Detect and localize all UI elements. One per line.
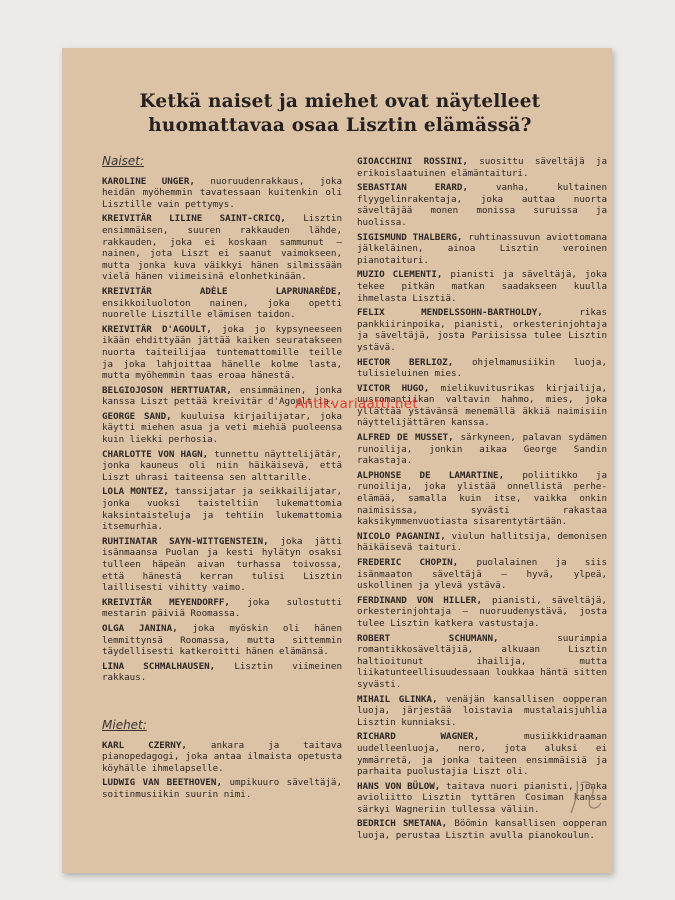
person-description: taitava nuori pianisti, jonka avioliitto Lisztin tyttären Cosiman kanssa särkyi Wagneriin tullessa väliin. (357, 780, 607, 815)
person-description: mielikuvitusrikas kirjailija, uusromantiikan valtavin hahmo, mies, joka yllättää ystävänsä menemällä äkkiä naimisiin näyttelijättären kanssa. (357, 382, 607, 429)
person-description: puolalainen ja siis isänmaaton säveltäjä — hyvä, ylpeä, uskollinen ja ylevä ystävä. (357, 557, 607, 592)
person-description: suurimpia romantikkosäveltäjiä, alkuaan Lisztin haltioitunut ihailija, mutta liikatunteellisuudessaan loukkaa häntä sitten syvästi. (357, 632, 607, 690)
person-name: KARL CZERNY, (102, 739, 187, 751)
miehet-list-right (357, 156, 607, 842)
person-name: RICHARD WAGNER, (357, 731, 480, 743)
list-item (102, 411, 342, 446)
person-description: Böömin kansallisen oopperan luoja, perustaa Lisztin avulla pianokoulun. (357, 818, 607, 842)
person-description: särkyneen, palavan sydämen runoilija, jonkin aikaa George Sandin rakastaja. (357, 432, 607, 467)
person-description: Lisztin ensimmäisen, suuren rakkauden lähde, rakkauden, joka ei koskaan sammunut — nainen, jota Liszt ei saanut vaimokseen, mutta jonka kuva väikkyi hänen silmissään vielä hänen viimeisinä elonhetkinään. (102, 213, 342, 283)
pencil-mark-icon (567, 773, 605, 823)
list-item (357, 531, 607, 554)
naiset-heading: Naiset: (102, 154, 145, 168)
list-item (102, 597, 342, 620)
list-item (357, 595, 607, 630)
person-description: umpikuuro säveltäjä, soitinmusiikin suurin nimi. (102, 777, 342, 800)
person-name: FREDERIC CHOPIN, (357, 557, 459, 568)
list-item (102, 536, 342, 594)
title-line-1: Ketkä naiset ja miehet ovat näytelleet (139, 91, 541, 112)
miehet-heading: Miehet: (102, 717, 147, 732)
person-name: GIOACCHINI ROSSINI, (357, 156, 468, 167)
book-back-cover (62, 48, 612, 873)
person-name: MUZIO CLEMENTI, (357, 269, 443, 281)
miehet-list-left (102, 740, 342, 801)
list-item (102, 449, 342, 484)
page-title (90, 90, 590, 138)
list-item (357, 731, 607, 777)
person-name: OLGA JANINA, (102, 622, 178, 634)
person-name: GEORGE SAND, (102, 410, 172, 422)
person-description: musiikkidraaman uudelleenluoja, nero, jota aluksi ei ymmärretä, ja jonka taiteen ensimmäisiä ja parhaita puolustajia Liszt oli. (357, 731, 607, 778)
person-name: VICTOR HUGO, (357, 382, 430, 394)
person-name: SIGISMUND THALBERG, (357, 231, 463, 243)
person-name: LOLA MONTEZ, (102, 486, 169, 498)
list-item (357, 307, 607, 353)
list-item (102, 740, 342, 775)
list-item (357, 633, 607, 691)
person-name: ROBERT SCHUMANN, (357, 632, 499, 644)
person-name: RUHTINATAR SAYN-WITTGENSTEIN, (102, 535, 269, 547)
list-item (102, 661, 342, 684)
right-column (357, 156, 607, 845)
list-item (357, 232, 607, 267)
list-item (357, 432, 607, 467)
person-name: KAROLINE UNGER, (102, 175, 195, 187)
person-description: joka jätti isänmaansa Puolan ja kesti hylätyn osaksi tulleen häpeän aivan turhassa toivossa, että hänestä kerran tulisi Lisztin laillisesti vihitty vaimo. (102, 535, 342, 594)
person-name: HECTOR BERLIOZ, (357, 356, 454, 368)
person-name: BELGIOJOSON HERTTUATAR, (102, 384, 232, 396)
list-item (357, 156, 607, 179)
person-description: tanssijatar ja seikkailijatar, jonka vuoksi taisteltiin lukemattomia kaksintaisteluja ja tehtiin lukemattomia itsemurhia. (102, 486, 342, 533)
person-name: MIHAIL GLINKA, (357, 693, 438, 705)
person-description: ruhtinassuvun aviottomana jälkeläinen, ainoa Lisztin veroinen pianotaituri. (357, 231, 607, 266)
person-name: FELIX MENDELSSOHN-BARTHOLDY, (357, 307, 543, 319)
person-description: tunnettu näyttelijätär, jonka kauneus oli niin häikäisevä, että Liszt uhrasi taiteensa sen alttarille. (102, 448, 342, 483)
person-name: BEDRICH SMETANA, (357, 818, 448, 830)
person-description: vanha, kultainen flyygelinrakentaja, joka auttaa nuorta säveltäjää monen monissa suruissa ja huolissa. (357, 182, 607, 228)
person-description: Lisztin viimeinen rakkaus. (102, 660, 342, 684)
list-item (357, 470, 607, 528)
list-item (102, 176, 342, 211)
person-description: nuoruudenrakkaus, joka heidän myöhemmin tavatessaan kuitenkin oli Lisztille vain pettymys. (102, 175, 342, 210)
person-description: joka jo kypsyneeseen ikään ehdittyään jättää kaiken seuratakseen nuorta taiteilijaa tuntemattomille teille ja joka lahjoittaa hänelle kolme lasta, mutta myöhemmin taas eroaa hänestä. (102, 323, 342, 382)
person-description: rikas pankkiirinpoika, pianisti, orkesterinjohtaja ja säveltäjä, josta Pariisissa tulee Lisztin ystävä. (357, 307, 607, 353)
watermark-logo: Antikvariaatti.net (295, 396, 418, 412)
person-name: SEBASTIAN ERARD, (357, 182, 468, 194)
person-name: KREIVITÄR ADÈLE LAPRUNARÈDE, (102, 285, 342, 297)
person-name: LINA SCHMALHAUSEN, (102, 660, 216, 672)
person-name: ALFRED DE MUSSET, (357, 432, 454, 444)
list-item (102, 324, 342, 382)
person-name: CHARLOTTE VON HAGN, (102, 448, 209, 460)
person-name: LUDWIG VAN BEETHOVEN, (102, 777, 222, 789)
list-item (357, 557, 607, 592)
list-item (102, 213, 342, 283)
person-description: poliitikko ja runoilija, joka ylistää onnellistä perhe-elämää, samalla kuin itse, vaikka onkin naimisissa, syvästi rakastaa kaksikymmenvuotiasta sisarentytärtään. (357, 469, 607, 528)
person-description: kuuluisa kirjailijatar, joka käytti miehen asua ja veti miehiä puoleensa kuin liekki perhosia. (102, 410, 342, 446)
list-item (357, 357, 607, 380)
person-name: HANS VON BÜLOW, (357, 780, 441, 792)
person-description: pianisti ja säveltäjä, joka tekee pitkän matkan saadakseen kuulla ihmelasta Lisztiä. (357, 269, 607, 304)
list-item (102, 623, 342, 658)
person-name: NICOLO PAGANINI, (357, 530, 446, 542)
person-description: joka myöskin oli hänen lemmittynsä Roomassa, mutta sittemmin täydellisesti katkeroitti hänen elämänsä. (102, 622, 342, 658)
person-name: KREIVITÄR LILINE SAINT-CRICQ, (102, 213, 286, 225)
list-item (357, 269, 607, 304)
naiset-list (102, 176, 342, 684)
person-name: KREIVITÄR MEYENDORFF, (102, 596, 230, 608)
person-name: KREIVITÄR D'AGOULT, (102, 323, 212, 335)
title-line-2: huomattavaa osaa Lisztin elämässä? (148, 115, 532, 136)
list-item (102, 486, 342, 532)
person-description: suosittu säveltäjä ja erikoislaatuinen elämäntaituri. (357, 156, 607, 179)
list-item (357, 694, 607, 729)
person-description: venäjän kansallisen oopperan luoja, järjestää loistavia mustalaisjuhlia Lisztin kunniaksi. (357, 693, 607, 728)
list-item (102, 777, 342, 800)
person-name: ALPHONSE DE LAMARTINE, (357, 469, 505, 481)
person-description: joka sulostutti mestarin päiviä Roomassa. (102, 596, 342, 620)
person-description: ankara ja taitava pianopedagogi, joka antaa ilmaista opetusta köyhälle ihmelapselle. (102, 739, 342, 774)
left-column (102, 156, 342, 804)
person-name: FERDINAND VON HILLER, (357, 594, 482, 606)
list-item (102, 286, 342, 321)
person-description: ohjelmamusiikin luoja, tulisieluinen mies. (357, 356, 607, 380)
person-description: ensikkoiluoloton nainen, joka opetti nuorelle Lisztille elämisen taidon. (102, 297, 342, 321)
person-description: pianisti, säveltäjä, orkesterinjohtaja — nuoruudenystävä, josta tulee Lisztin katkera vastustaja. (357, 594, 607, 629)
person-description: ensimmäinen, jonka kanssa Liszt pettää kreivitär d'Agoult'ia. (102, 384, 342, 408)
list-item (357, 182, 607, 228)
person-description: viulun hallitsija, demonisen häikäisevä taituri. (357, 530, 607, 554)
